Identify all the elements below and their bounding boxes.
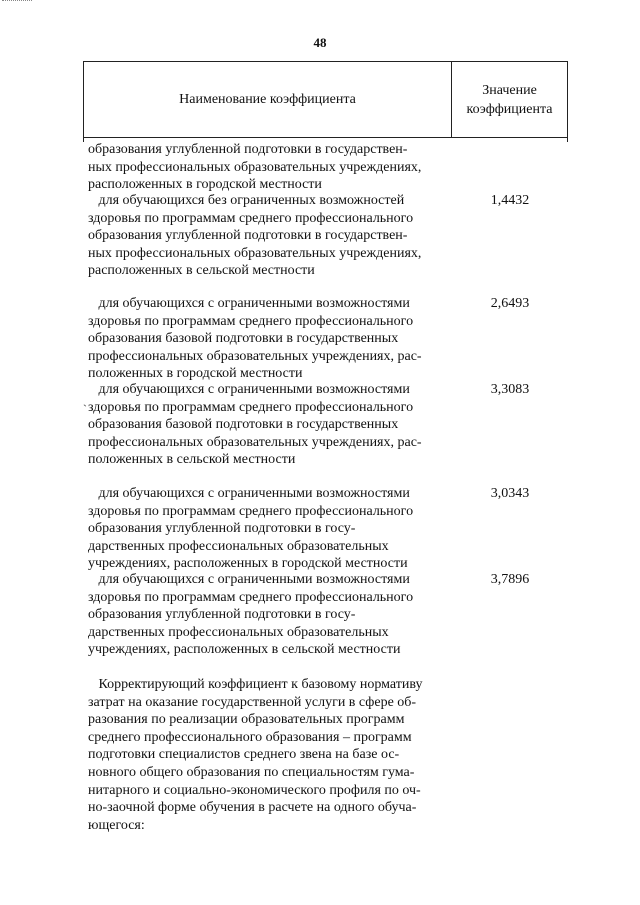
column-header-value: Значение коэффициента [466,82,553,117]
coefficient-table-header [83,61,568,138]
table-row-text: для обучающихся с ограниченными возможностями здоровья по программам среднего профессионального образования базовой подготовки в государственных профессиональных образовательных учреждениях, рас- положенных в городской местности [88,296,422,382]
scan-corner-mark [2,0,32,3]
table-row-text: для обучающихся с ограниченными возможностями здоровья по программам среднего профессионального образования углубленной подготовки в госу- дарственных профессиональных образовательных учреждениях, расположенных в сельской местности [88,572,414,658]
page-number: 48 [313,35,327,50]
scan-tick-mark: ˎ [83,393,87,407]
table-row-text: для обучающихся с ограниченными возможностями здоровья по программам среднего профессионального образования базовой подготовки в государственных профессиональных образовательных учреждениях, рас- положенных в сельской местности [88,382,422,468]
table-row-text: для обучающихся с ограниченными возможностями здоровья по программам среднего профессионального образования углубленной подготовки в госу- дарственных профессиональных образовательных учреждениях, расположенных в городской местности [88,486,414,572]
table-row-value: 3,7896 [490,572,530,587]
table-row-value: 2,6493 [490,296,530,311]
column-header-name: Наименование коэффициента [84,62,452,137]
table-left-rule [83,137,84,142]
table-right-rule [567,137,568,142]
table-row-text: для обучающихся без ограниченных возможностей здоровья по программам среднего профессионального образования углубленной подготовки в государствен- ных профессиональных образовательных учреждениях, расположенных в сельской местности [88,193,422,279]
table-row-value: 1,4432 [490,193,530,208]
table-row-value: 3,0343 [490,486,530,501]
corrective-coefficient-paragraph: Корректирующий коэффициент к базовому нормативу затрат на оказание государственной услуги в сфере об- разования по реализации образовательных программ среднего профессионального образования – программ подготовки специалистов среднего звена на базе ос- новного общего образования по специальностям гума- нитарного и социально-экономического профиля по оч- но-заочной форме обучения в расчете на одного обуча- ющегося: [88,677,423,833]
table-row-value: 3,3083 [490,382,530,397]
table-row-text: образования углубленной подготовки в государствен- ных профессиональных образовательных учреждениях, расположенных в городской местности [88,142,422,193]
